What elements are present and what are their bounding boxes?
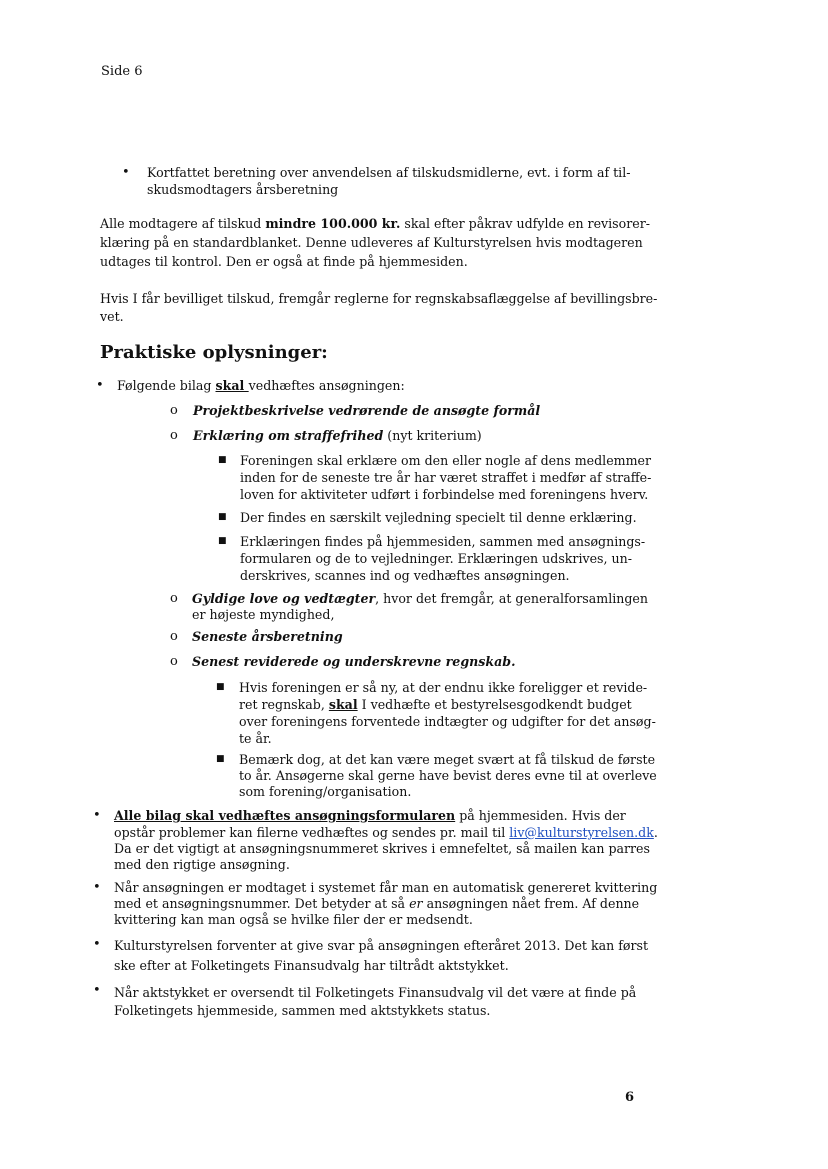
bullet-icon: •	[122, 165, 130, 180]
s5-1-line-1: Hvis foreningen er så ny, at der endnu ikke foreligger et revide-	[239, 680, 648, 695]
sub-item-1: Projektbeskrivelse vedrørende de ansøgte formål	[193, 403, 541, 418]
intro-line-1: Kortfattet beretning over anvendelsen af tilskudsmidlerne, evt. i form af til-	[147, 165, 631, 180]
s5-1-text-cont: I vedhæfte et bestyrelsesgodkendt budget	[357, 697, 632, 712]
b1-text: Følgende bilag	[117, 378, 216, 393]
s5-2-line-2: to år. Ansøgerne skal gerne have bevist deres evne til at overleve	[239, 768, 657, 783]
b3-text-cont: ansøgningen nået frem. Af denne	[422, 896, 640, 911]
s2-2-line: Der findes en særskilt vejledning specielt til denne erklæring.	[240, 510, 637, 525]
square-bullet-icon: ■	[216, 754, 225, 764]
s2-1-line-3: loven for aktiviteter udført i forbindelse med foreningens hverv.	[240, 487, 649, 502]
page-number: 6	[625, 1090, 635, 1105]
b1-text-cont: vedhæftes ansøgningen:	[248, 378, 405, 393]
para2-line-2: vet.	[100, 309, 124, 324]
bullet-icon: •	[93, 880, 101, 895]
para1-line-3: udtages til kontrol. Den er også at finde på hjemmesiden.	[100, 254, 468, 269]
s5-1-line-2	[239, 696, 632, 714]
section-heading: Praktiske oplysninger:	[100, 342, 328, 363]
b3-text: med et ansøgningsnummer. Det betyder at så	[114, 896, 410, 911]
b2-text-2: opstår problemer kan filerne vedhæftes og sendes pr. mail til	[114, 825, 510, 840]
s2-3-line-1: Erklæringen findes på hjemmesiden, sammen med ansøgnings-	[240, 534, 646, 549]
circle-bullet-icon: o	[170, 654, 178, 669]
intro-line-2: skudsmodtagers årsberetning	[147, 182, 339, 197]
para1-line-1	[100, 215, 650, 233]
s5-2-line-3: som forening/organisation.	[239, 784, 412, 799]
s2-1-line-1: Foreningen skal erklære om den eller nogle af dens medlemmer	[240, 453, 651, 468]
page-header: Side 6	[101, 64, 143, 79]
circle-bullet-icon: o	[170, 591, 178, 606]
circle-bullet-icon: o	[170, 428, 178, 443]
b5-line-2: Folketingets hjemmeside, sammen med aktstykkets status.	[114, 1003, 491, 1018]
para2-line-1: Hvis I får bevilliget tilskud, fremgår reglerne for regnskabsaflæggelse af bevillingsbre-	[100, 291, 658, 306]
b3-line-1: Når ansøgningen er modtaget i systemet får man en automatisk genereret kvittering	[114, 880, 658, 895]
bullet-icon: •	[93, 808, 101, 823]
sub-item-5: Senest reviderede og underskrevne regnskab.	[192, 654, 516, 669]
b2-line-4: med den rigtige ansøgning.	[114, 857, 290, 872]
sub-item-2	[193, 427, 482, 445]
sub-item-4: Seneste årsberetning	[192, 629, 343, 644]
circle-bullet-icon: o	[170, 629, 178, 644]
b2-line-1	[114, 807, 626, 825]
circle-bullet-icon: o	[170, 403, 178, 418]
email-link[interactable]: liv@kulturstyrelsen.dk	[509, 825, 654, 840]
b3-line-3: kvittering kan man også se hvilke filer der er medsendt.	[114, 912, 473, 927]
square-bullet-icon: ■	[218, 512, 227, 522]
s2-3-line-2: formularen og de to vejledninger. Erklæringen udskrives, un-	[240, 551, 632, 566]
b2-line-3: Da er det vigtigt at ansøgningsnummeret skrives i emnefeltet, så mailen kan parres	[114, 841, 650, 856]
s3-text: , hvor det fremgår, at generalforsamlingen	[375, 591, 648, 606]
b1-emph: skal	[215, 378, 249, 393]
b4-line-1: Kulturstyrelsen forventer at give svar på ansøgningen efteråret 2013. Det kan først	[114, 938, 649, 953]
s2-title: Erklæring om straffefrihed	[193, 428, 384, 443]
s5-1-emph: skal	[328, 697, 358, 712]
sub-item-3-line-2: er højeste myndighed,	[192, 607, 335, 622]
b2-emph: Alle bilag skal vedhæftes ansøgningsformularen	[114, 808, 456, 823]
b3-emph: er	[409, 896, 423, 911]
square-bullet-icon: ■	[218, 536, 227, 546]
b4-line-2: ske efter at Folketingets Finansudvalg har tiltrådt aktstykket.	[114, 958, 509, 973]
square-bullet-icon: ■	[218, 455, 227, 465]
b5-line-1: Når aktstykket er oversendt til Folketingets Finansudvalg vil det være at finde på	[114, 985, 637, 1000]
para1-amount: mindre 100.000 kr.	[265, 216, 401, 231]
b2-text: på hjemmesiden. Hvis der	[455, 808, 626, 823]
s5-1-text: ret regnskab,	[239, 697, 329, 712]
b2-period: .	[653, 825, 658, 840]
bullet-icon: •	[93, 983, 101, 998]
para1-text: Alle modtagere af tilskud	[100, 216, 266, 231]
s3-title: Gyldige love og vedtægter	[192, 591, 376, 606]
bullet-icon: •	[93, 937, 101, 952]
s2-1-line-2: inden for de seneste tre år har været straffet i medfør af straffe-	[240, 470, 652, 485]
para1-line-2: klæring på en standardblanket. Denne udleveres af Kulturstyrelsen hvis modtageren	[100, 235, 643, 250]
para1-text-cont: skal efter påkrav udfylde en revisorer-	[400, 216, 650, 231]
s5-1-line-3: over foreningens forventede indtægter og udgifter for det ansøg-	[239, 714, 656, 729]
square-bullet-icon: ■	[216, 682, 225, 692]
s2-note: (nyt kriterium)	[383, 428, 482, 443]
bullet-icon: •	[96, 378, 104, 393]
list-item-1	[117, 377, 405, 395]
s2-3-line-3: derskrives, scannes ind og vedhæftes ansøgningen.	[240, 568, 570, 583]
s5-2-line-1: Bemærk dog, at det kan være meget svært at få tilskud de første	[239, 752, 656, 767]
s5-1-line-4: te år.	[239, 731, 272, 746]
